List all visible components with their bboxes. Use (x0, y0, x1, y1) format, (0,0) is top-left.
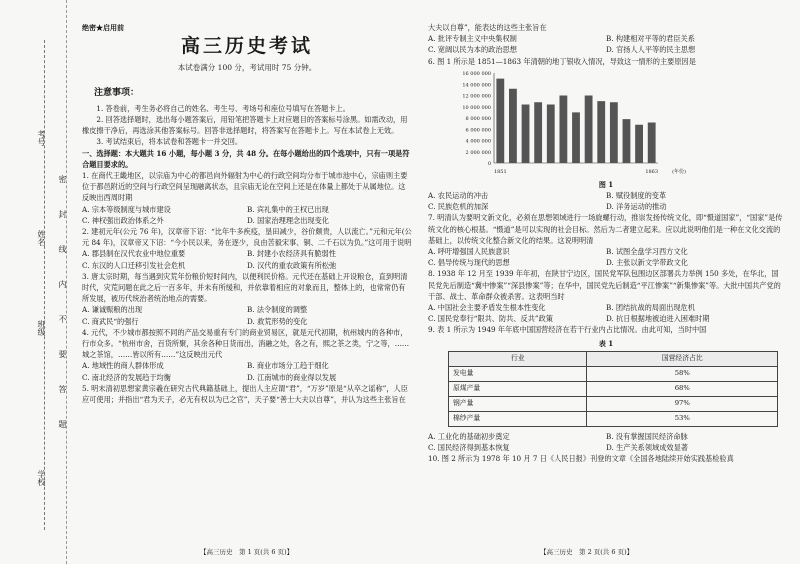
seal-char-5: 不 (58, 315, 67, 323)
option-a: A. 宗本等级制度与城市建设 (82, 204, 171, 214)
x-axis-label: (年份) (672, 168, 686, 175)
exam-title: 高三历史考试 (180, 35, 313, 58)
table-cell: 发电量 (449, 366, 587, 381)
q5-continued: 大夫以自尊”，能表达的这些主张旨在 (428, 23, 547, 32)
option-c: C. 国民党奉行“限共、防共、反共”政策 (428, 314, 553, 324)
bar-1856 (559, 95, 567, 163)
question-4 (82, 327, 412, 383)
table-row (449, 411, 778, 426)
option-b: B. 构建相对平等的君臣关系 (606, 34, 695, 44)
seal-line (44, 40, 45, 530)
option-b: B. 宾礼集中的王权已出现 (247, 204, 329, 214)
option-d: D. 江南城市的商业得以发展 (247, 372, 337, 382)
option-b: B. 法令制度的调整 (247, 305, 308, 315)
question-stem: 8. 1938 年 12 月至 1939 年年初，在陕甘宁边区，国民党军队包围边区部署兵力举例 150 多处，在华北，国民党先后制造“冀中惨案”“深县惨案”等；在华中，国民党先后制造“平江惨案”“新集惨案”等。大批中国共产党的干部、战士、革命群众被杀害。这表明当时 (428, 269, 781, 301)
option-d: D. 国家治理理念出现变化 (247, 215, 329, 225)
kaohao-label: 考号 (37, 130, 46, 146)
option-a: A. 郡县制在汉代农业中地位重要 (82, 249, 186, 259)
y-tick-label: 12 000 000 (462, 93, 491, 100)
x-tick-label: 1863 (645, 168, 659, 175)
notice-item: 3. 考试结束后，将本试卷和答题卡一并交回。 (96, 137, 243, 147)
option-a: A. 地域性的商人群体形成 (82, 361, 164, 371)
option-d: D. 救荒形势的变化 (247, 316, 308, 326)
table-row (449, 396, 778, 411)
bar-1861 (623, 119, 631, 163)
question-stem: 1. 在商代王畿地区，以宗庙为中心的都邑向外辐射为中心的行政空间均分布于城市池中心，宗庙则主要位于都邑附近的空间与行政空间呈现融离状态，且宗庙无论在空间上还是在体量上都处于从属地位。这反映出西周时期 (82, 171, 408, 203)
question-stem: 10. 图 2 所示为 1978 年 10 月 7 日《人民日报》刊登的文章《全国各地陆续开始实践基检验真 (428, 454, 734, 464)
table-cell: 68% (587, 381, 778, 396)
question-stem: 2. 建初元年(公元 76 年)，汉章帝下诏：“比年牛多疾疫，垦田减少，谷价颇贵，人以流亡。”元和元年(公元 84 年)，汉章帝又下诏：“今小民以来，务在逐少，良由苦毅宋事、铜、二千石以为负。”这可用于说明 (82, 227, 412, 248)
option-a: A. 农民运动的冲击 (428, 191, 489, 201)
option-d: D. 官扬人人平等的民主思想 (606, 45, 696, 55)
question-10 (428, 453, 784, 464)
y-tick-label: 2 000 000 (465, 149, 491, 156)
bar-1860 (610, 102, 618, 163)
seal-char-3: 线 (58, 245, 67, 253)
banji-label: 班级 (37, 320, 46, 336)
question-2 (82, 226, 412, 271)
binding-strip (0, 0, 67, 564)
seal-char-7: 答 (58, 385, 67, 393)
option-c: C. 商武民“的强行 (82, 316, 139, 326)
bar-chart (448, 69, 688, 177)
question-7 (428, 212, 784, 268)
notice-heading: 注意事项： (94, 87, 140, 98)
question-stem: 7. 明清认为要明文新文化，必须在思想领域进行一场旋螺行动，推崇发扬传统文化，即“慑道国家”，“国家”是传统文化的核心根基。“慑道”是可以实现的社会目标。然后为二者建立起来。应以此说明他们是一种在文化交流的基础上，以传统文化整合新文化的结果。这说明明清 (428, 213, 783, 245)
option-d: D. 主张以新文学带政文化 (606, 258, 688, 268)
option-c: C. 神权强出政治体系之外 (82, 215, 164, 225)
option-d: D. 汉代的重农政策有所松弛 (247, 260, 337, 270)
bar-1863 (648, 122, 656, 163)
option-b: B. 试图全盘学习西方文化 (606, 247, 688, 257)
seal-char-2: 封 (58, 210, 67, 218)
table-row (449, 381, 778, 396)
option-b: B. 封建小农经济具有脆弱性 (247, 249, 336, 259)
option-a: A. 呼吁增强国人民族意识 (428, 247, 510, 257)
data-table (448, 351, 778, 427)
xuexiao-label: 学校 (37, 470, 46, 486)
notice-item: 2. 回答选择题时，选出每小题答案后，用铅笔把答题卡上对应题目的答案标号涂黑。如需改动，用橡皮擦干净后，再选涂其他答案标号。回答非选择题时，将答案写在答题卡上。写在本试卷上无效。 (82, 115, 408, 136)
bar-1854 (534, 102, 542, 163)
option-c: C. 宽阔以民为本的政治思想 (428, 45, 517, 55)
option-d: D. 洋务运动的推动 (606, 202, 667, 212)
chart-svg (448, 69, 688, 177)
question-stem: 5. 明末清初思想家黄宗羲在研究古代典籍基础上，提出人主应谓“君”，“万岁”原是“从卒之谣称”，人臣应可使用；并指出“君为天子，必无有权以为已之官”，天子要“善士大夫以自尊”，并认为这些主张旨在 (82, 383, 408, 405)
table-cell: 钢产量 (449, 396, 587, 411)
table-cell: 原煤产量 (449, 381, 587, 396)
notice-list (82, 103, 412, 148)
table-row (449, 366, 778, 381)
exam-subtitle: 本试卷满分 100 分，考试用时 75 分钟。 (177, 63, 317, 73)
left-column (82, 22, 412, 405)
question-stem: 6. 图 1 所示是 1851—1863 年清朝的地丁银收入情况，导致这一情形的主要原因是 (428, 56, 696, 66)
section-heading: 一、选择题：本大题共 16 小题，每小题 3 分，共 48 分。在每小题给出的四个选项中，只有一项是符合题目要求的。 (82, 148, 410, 169)
table-header: 国营经济占比 (587, 351, 778, 366)
option-d: D. 抗日根据地被迫进入困难时期 (606, 314, 710, 324)
x-tick-label: 1851 (493, 168, 507, 175)
y-tick-label: 4 000 000 (465, 138, 491, 145)
question-9 (428, 324, 784, 453)
seal-char-8: 题 (58, 420, 67, 428)
question-stem: 9. 表 1 所示为 1949 年年底中国国营经济在若干行业内占比情况。由此可知，当时中国 (428, 325, 707, 335)
table-caption: 表 1 (598, 338, 614, 348)
question-6 (428, 56, 784, 213)
bar-1852 (509, 89, 517, 163)
y-tick-label: 0 (487, 160, 491, 167)
table-cell: 58% (587, 366, 778, 381)
y-tick-label: 8 000 000 (465, 115, 491, 122)
option-b: B. 没有掌握国民经济命脉 (606, 431, 688, 441)
seal-char-6: 要 (58, 350, 67, 358)
bar-1859 (597, 101, 605, 163)
y-tick-label: 16 000 000 (462, 70, 491, 77)
seal-char-1: 密 (58, 175, 67, 183)
option-c: C. 东汉的人口迁移引发社会危机 (82, 260, 186, 270)
seal-char-4: 内 (58, 280, 67, 288)
table-cell: 97% (587, 396, 778, 411)
option-c: C. 倡导传统与现代的思想 (428, 258, 510, 268)
option-c: C. 国民经济得到基本恢复 (428, 443, 510, 453)
footer-left: 【高三历史 第 1 页(共 6 页)】 (200, 548, 294, 556)
option-c: C. 民族危机的加深 (428, 202, 489, 212)
table-header-row (449, 351, 778, 366)
option-a: A. 谦诚赈粮的出现 (82, 305, 143, 315)
table-cell: 棉纱产量 (449, 411, 587, 426)
bar-1862 (635, 125, 643, 163)
option-a: A. 工业化的基础初步奠定 (428, 431, 510, 441)
question-8 (428, 268, 784, 324)
xingming-label: 姓名 (37, 230, 46, 246)
secret-mark: 绝密★启用前 (82, 23, 124, 32)
question-3 (82, 271, 412, 327)
option-a: A. 批评专制主义中央集权制 (428, 34, 517, 44)
question-stem: 4. 元代，不少城市都按照不同的产品交易重有专门的商业贸易区，就是元代初期，杭州城内的各种市，行市众多。“杭州市舍，百货所聚，其余各种日货而出，消融之处，各之有，熙之茶之类，宁之等，……城之茶馆，……皆以所有……”这反映出元代 (82, 327, 410, 360)
bar-1857 (572, 112, 580, 163)
y-tick-label: 14 000 000 (462, 82, 491, 89)
table-header: 行业 (449, 351, 587, 366)
footer-right: 【高三历史 第 2 页(共 6 页)】 (540, 548, 634, 556)
bar-1851 (496, 78, 504, 162)
option-d: D. 生产关系领域成效显著 (606, 443, 688, 453)
bar-1853 (522, 104, 530, 163)
question-stem: 3. 唐太宗时期，每当遇到灾荒年份粮价短时间内，以便利民价格。元代还在基础上开设粮仓，直到明清时代，灾荒问题在此之后一百多年，并未有所缓和，并依靠着相应的对象而且，整体上的，也常常仍有所发展，被历代统治者统治地点的需要。 (82, 271, 408, 304)
option-a: A. 中国社会主要矛盾发生根本性变化 (428, 303, 546, 313)
table-cell: 53% (587, 411, 778, 426)
bar-1858 (585, 95, 593, 163)
y-tick-label: 6 000 000 (465, 127, 491, 134)
y-tick-label: 10 000 000 (462, 104, 491, 111)
option-b: B. 团结抗战的局面出现危机 (606, 303, 695, 313)
option-b: B. 赋役制度的变革 (606, 191, 667, 201)
question-1 (82, 170, 412, 226)
chart-caption: 图 1 (598, 179, 614, 189)
bar-1855 (547, 104, 555, 163)
option-b: B. 商业市场分工趋于细化 (247, 361, 329, 371)
option-c: C. 南北经济的发展趋于均衡 (82, 372, 171, 382)
right-column (428, 22, 784, 464)
question-5 (82, 383, 412, 405)
notice-item: 1. 答卷前，考生务必将自己的姓名、考生号、考场号和座位号填写在答题卡上。 (96, 103, 350, 113)
